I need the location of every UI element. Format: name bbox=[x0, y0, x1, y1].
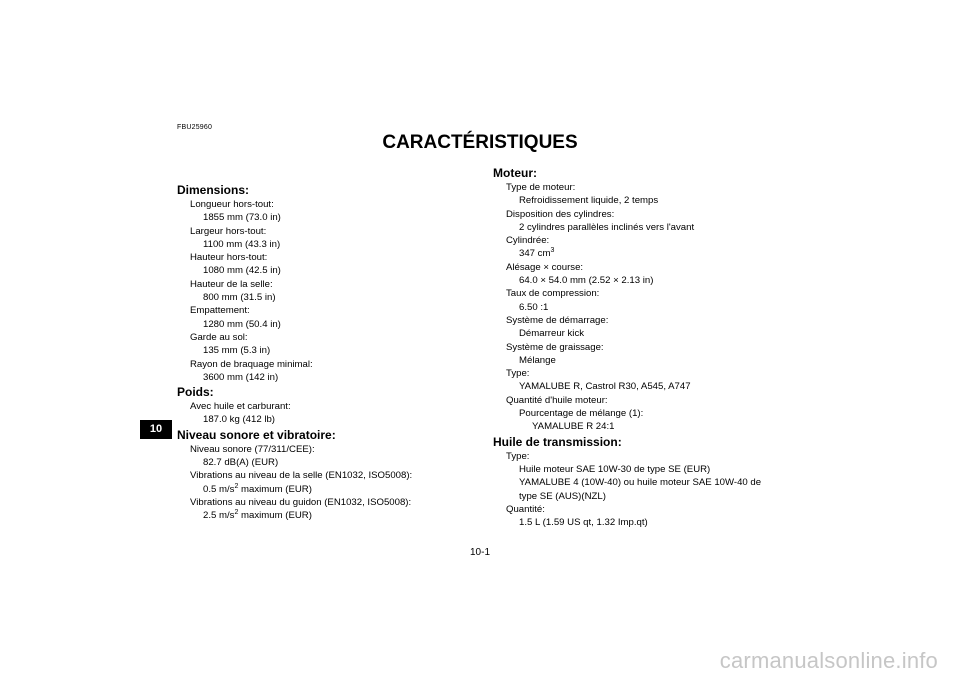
spec-value: YAMALUBE R 24:1 bbox=[532, 421, 615, 433]
spec-value bbox=[493, 247, 813, 260]
section-heading-dimensions: Dimensions: bbox=[177, 183, 250, 197]
spec-label: Type de moteur: bbox=[506, 182, 576, 193]
spec-value: 6.50 :1 bbox=[519, 301, 549, 313]
watermark: carmanualsonline.info bbox=[719, 648, 938, 673]
spec-value: 187.0 kg (412 lb) bbox=[203, 414, 275, 426]
superscript: 3 bbox=[550, 247, 555, 255]
spec-value: 1.5 L (1.59 US qt, 1.32 Imp.qt) bbox=[519, 517, 648, 529]
value-text: maximum (EUR) bbox=[238, 483, 312, 495]
value-text: 2.5 m/s bbox=[203, 510, 235, 522]
page-title: CARACTÉRISTIQUES bbox=[382, 132, 578, 153]
section-heading-noise: Niveau sonore et vibratoire: bbox=[177, 427, 336, 442]
superscript: 2 bbox=[234, 509, 239, 517]
page-number: 10-1 bbox=[469, 547, 490, 558]
spec-label: Cylindrée: bbox=[506, 235, 550, 247]
spec-label: Niveau sonore (77/311/CEE): bbox=[190, 443, 315, 455]
section-heading-engine: Moteur: bbox=[493, 166, 537, 180]
spec-value: 135 mm (5.3 in) bbox=[203, 345, 271, 357]
value-text: maximum (EUR) bbox=[238, 510, 312, 522]
spec-value: 1280 mm (50.4 in) bbox=[203, 318, 281, 330]
spec-label: Hauteur de la selle: bbox=[190, 278, 273, 290]
spec-label: Type: bbox=[506, 450, 530, 462]
spec-label: Disposition des cylindres: bbox=[506, 208, 615, 220]
spec-value: Démarreur kick bbox=[519, 328, 585, 340]
spec-label: Rayon de braquage minimal: bbox=[190, 358, 313, 370]
spec-label: Quantité: bbox=[506, 503, 545, 515]
spec-label: Taux de compression: bbox=[506, 288, 600, 300]
spec-label: Avec huile et carburant: bbox=[190, 401, 291, 413]
spec-value bbox=[177, 509, 467, 522]
section-heading-transmission: Huile de transmission: bbox=[493, 434, 622, 449]
spec-label: Garde au sol: bbox=[190, 331, 248, 343]
document-code: FBU25960 bbox=[177, 124, 213, 131]
spec-label: Type: bbox=[506, 368, 530, 380]
spec-value: 2 cylindres parallèles inclinés vers l'avant bbox=[519, 221, 695, 233]
spec-label: Vibrations au niveau de la selle (EN1032, ISO5008): bbox=[190, 470, 413, 482]
spec-value: type SE (AUS)(NZL) bbox=[519, 490, 606, 502]
left-column bbox=[177, 182, 467, 523]
spec-value: 64.0 × 54.0 mm (2.52 × 2.13 in) bbox=[519, 275, 654, 287]
spec-label: Empattement: bbox=[190, 305, 250, 317]
spec-label: Quantité d'huile moteur: bbox=[506, 394, 608, 406]
spec-label: Longueur hors-tout: bbox=[190, 199, 274, 210]
chapter-tab: 10 bbox=[140, 420, 172, 439]
spec-value: YAMALUBE 4 (10W-40) ou huile moteur SAE 10W-40 de bbox=[519, 477, 762, 489]
spec-value: 800 mm (31.5 in) bbox=[203, 292, 276, 304]
spec-value: YAMALUBE R, Castrol R30, A545, A747 bbox=[519, 381, 691, 393]
spec-value: 3600 mm (142 in) bbox=[203, 371, 279, 383]
value-text: 0.5 m/s bbox=[203, 483, 235, 495]
superscript: 2 bbox=[234, 482, 239, 490]
spec-value: Refroidissement liquide, 2 temps bbox=[519, 195, 659, 207]
spec-value: 1100 mm (43.3 in) bbox=[203, 238, 281, 250]
spec-value: 82.7 dB(A) (EUR) bbox=[203, 457, 279, 469]
section-heading-weight: Poids: bbox=[177, 385, 214, 400]
spec-label: Hauteur hors-tout: bbox=[190, 252, 268, 264]
spec-label: Système de graissage: bbox=[506, 341, 604, 353]
spec-label: Alésage × course: bbox=[506, 261, 584, 273]
spec-value: Huile moteur SAE 10W-30 de type SE (EUR) bbox=[519, 463, 711, 475]
right-column bbox=[493, 165, 813, 529]
spec-value: 1080 mm (42.5 in) bbox=[203, 265, 281, 277]
spec-value: 1855 mm (73.0 in) bbox=[203, 212, 281, 224]
spec-label: Vibrations au niveau du guidon (EN1032, ISO5008): bbox=[190, 496, 412, 508]
spec-label: Largeur hors-tout: bbox=[190, 225, 267, 237]
spec-value: Mélange bbox=[519, 354, 556, 366]
value-text: 347 cm bbox=[519, 248, 551, 260]
spec-value: Pourcentage de mélange (1): bbox=[519, 408, 644, 420]
spec-value bbox=[177, 483, 467, 496]
spec-label: Système de démarrage: bbox=[506, 314, 609, 326]
